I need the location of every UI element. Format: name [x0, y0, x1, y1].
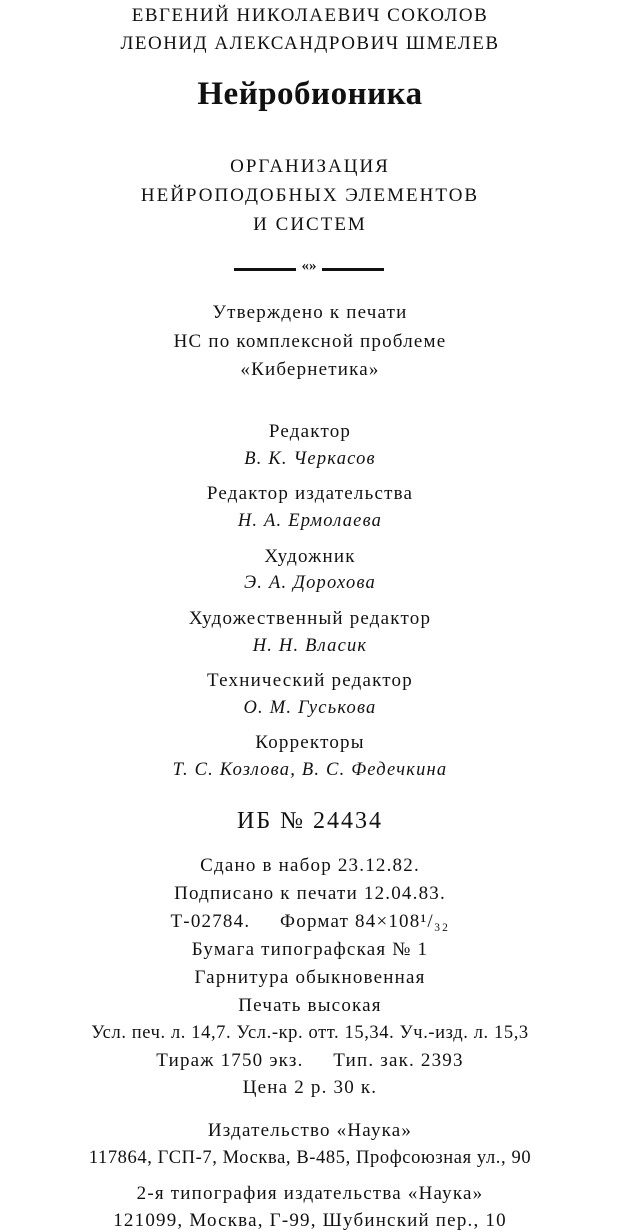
imprint-typeface: Гарнитура обыкновенная	[194, 967, 426, 988]
ornament-bar-left	[234, 268, 296, 271]
approval-line-1: Утверждено к печати	[212, 302, 408, 323]
credit-name-art-editor: Н. Н. Власик	[252, 636, 368, 656]
imprint-price: Цена 2 р. 30 к.	[242, 1077, 378, 1098]
credit-name-proofreaders: Т. С. Козлова, В. С. Федечкина	[172, 760, 448, 780]
imprint-format: Т-02784. Формат 84×108¹/₃₂	[170, 911, 450, 932]
book-title: Нейробионика	[197, 76, 423, 112]
credit-role-publishing-editor: Редактор издательства	[206, 483, 414, 504]
publisher-name: Издательство «Наука»	[207, 1120, 413, 1141]
imprint-signed-date: Подписано к печати 12.04.83.	[174, 883, 446, 904]
approval-line-2: НС по комплексной проблеме	[173, 331, 447, 352]
credit-role-artist: Художник	[264, 546, 356, 567]
credit-name-publishing-editor: Н. А. Ермолаева	[237, 511, 383, 531]
imprint-printing: Печать высокая	[238, 995, 382, 1016]
ib-number: ИБ № 24434	[236, 808, 383, 834]
subtitle-line-1: ОРГАНИЗАЦИЯ	[230, 156, 390, 177]
credit-name-editor: В. К. Черкасов	[244, 449, 376, 469]
credit-role-technical-editor: Технический редактор	[207, 670, 413, 691]
author-1: ЕВГЕНИЙ НИКОЛАЕВИЧ СОКОЛОВ	[131, 5, 489, 26]
credit-role-proofreaders: Корректоры	[255, 732, 365, 753]
printer-address: 121099, Москва, Г-99, Шубинский пер., 10	[113, 1210, 507, 1231]
imprint-typeset-date: Сдано в набор 23.12.82.	[200, 855, 420, 876]
author-2: ЛЕОНИД АЛЕКСАНДРОВИЧ ШМЕЛЕВ	[120, 33, 500, 54]
ornament-bar-right	[322, 268, 384, 271]
subtitle-line-3: И СИСТЕМ	[253, 214, 367, 235]
approval-line-3: «Кибернетика»	[240, 359, 380, 380]
credit-name-technical-editor: О. М. Гуськова	[243, 698, 377, 718]
credit-role-art-editor: Художественный редактор	[188, 608, 432, 629]
imprint-paper: Бумага типографская № 1	[191, 939, 429, 960]
printer-name: 2-я типография издательства «Наука»	[136, 1183, 484, 1204]
credit-name-artist: Э. А. Дорохова	[243, 573, 377, 593]
publisher-address: 117864, ГСП-7, Москва, В-485, Профсоюзная ул., 90	[88, 1148, 532, 1168]
imprint-circulation: Тираж 1750 экз. Тип. зак. 2393	[156, 1050, 464, 1071]
imprint-sheets: Усл. печ. л. 14,7. Усл.-кр. отт. 15,34. Уч.-изд. л. 15,3	[91, 1023, 529, 1043]
credit-role-editor: Редактор	[268, 421, 352, 442]
subtitle-line-2: НЕЙРОПОДОБНЫХ ЭЛЕМЕНТОВ	[140, 185, 480, 206]
ornament-divider	[234, 258, 384, 276]
ornament-center: «»	[301, 258, 317, 274]
